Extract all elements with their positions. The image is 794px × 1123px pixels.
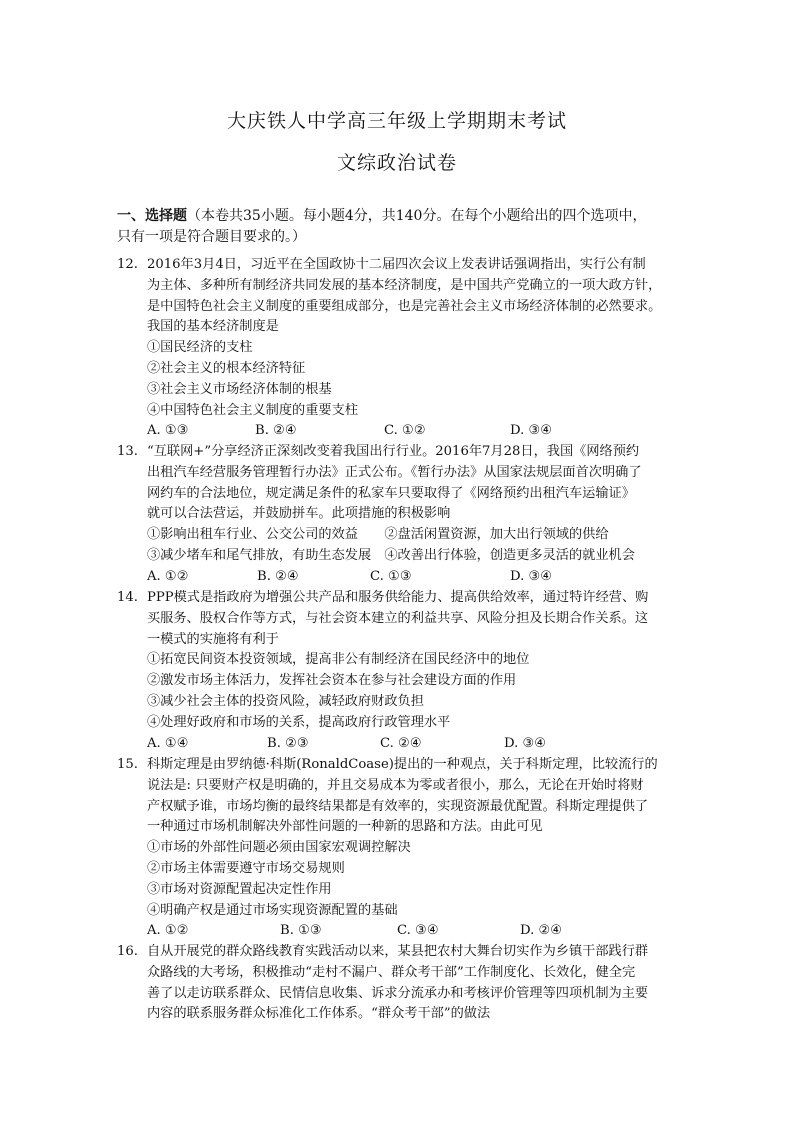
answer-item: ①影响出租车行业、公交公司的效益 ②盘活闲置资源，加大出行领域的供给 [147, 527, 609, 543]
question-14 [117, 588, 687, 754]
exam-subtitle: 文综政治试卷 [336, 152, 457, 174]
question-13 [117, 442, 687, 588]
option-row [117, 421, 687, 442]
option-a: A. ①② [147, 568, 189, 584]
section-desc-line2: 只有一项是符合题目要求的。） [117, 229, 306, 245]
option-b: B. ②③ [267, 735, 309, 751]
option-d: D. ③④ [510, 423, 553, 439]
answer-item: ③社会主义市场经济体制的根基 [147, 381, 332, 397]
stem-line: “互联网+”分享经济正深刻改变着我国出行行业。2016年7月28日，我国《网络预约 [147, 444, 640, 459]
section-desc-line1: （本卷共35小题。每小题4分，共140分。在每个小题给出的四个选项中， [187, 208, 647, 224]
answer-item: ①拓宽民间资本投资领域，提高非公有制经济在国民经济中的地位 [147, 652, 530, 668]
stem-line: 网约车的合法地位，规定满足条件的私家车只要取得了《网络预约出租汽车运输证》 [147, 485, 635, 501]
question-16 [117, 942, 687, 1025]
option-row [117, 567, 687, 588]
exam-title: 大庆铁人中学高三年级上学期期末考试 [226, 110, 567, 132]
stem-line: 说法是: 只要财产权是明确的，并且交易成本为零或者很小，那么，无论在开始时将财 [147, 777, 644, 793]
answer-item: ②市场主体需要遵守市场交易规则 [147, 860, 345, 876]
option-c: C. ①③ [370, 568, 412, 584]
option-row [117, 921, 687, 942]
option-a: A. ①② [147, 923, 189, 939]
option-row [117, 734, 687, 755]
stem-line: 出租汽车经营服务管理暂行办法》正式公布。《暂行办法》从国家法规层面首次明确了 [147, 464, 642, 480]
option-c: C. ③④ [397, 923, 439, 939]
question-number: 14. [117, 590, 138, 605]
option-b: B. ①③ [280, 923, 322, 939]
question-number: 12. [117, 257, 138, 272]
stem-line: 内容的联系服务群众标准化工作体系。“群众考干部”的做法 [147, 1006, 491, 1022]
option-a: A. ①④ [147, 735, 189, 751]
question-12 [117, 255, 687, 442]
option-b: B. ②④ [257, 568, 299, 584]
stem-line: 我国的基本经济制度是 [147, 319, 279, 335]
question-15 [117, 755, 687, 942]
answer-item: ③减少社会主体的投资风险，减轻政府财政负担 [147, 693, 424, 709]
option-c: C. ①② [384, 423, 426, 439]
stem-line: 众路线的大考场，积极推动“走村不漏户、群众考干部”工作制度化、长效化，健全完 [147, 964, 636, 980]
question-number: 16. [117, 944, 138, 959]
stem-line: 科斯定理是由罗纳德·科斯(RonaldCoase)提出的一种观点，关于科斯定理，比较流行的 [147, 757, 658, 772]
answer-item: ④明确产权是通过市场实现资源配置的基础 [147, 902, 398, 918]
answer-item: ②激发市场主体活力，发挥社会资本在参与社会建设方面的作用 [147, 673, 517, 689]
answer-item: ③减少堵车和尾气排放，有助生态发展 ④改善出行体验，创造更多灵活的就业机会 [147, 547, 635, 563]
stem-line: 一种通过市场机制解决外部性问题的一种新的思路和方法。由此可见 [147, 819, 543, 835]
answer-item: ①国民经济的支柱 [147, 340, 253, 356]
stem-line: 善了以走访联系群众、民情信息收集、诉求分流承办和考核评价管理等四项机制为主要 [147, 985, 649, 1001]
option-b: B. ②④ [255, 423, 297, 439]
stem-line: 产权赋予谁，市场均衡的最终结果都是有效率的，实现资源最优配置。科斯定理提供了 [147, 798, 649, 814]
section-header [117, 206, 697, 248]
question-number: 13. [117, 444, 138, 459]
option-c: C. ②④ [380, 735, 422, 751]
stem-line: 自从开展党的群众路线教育实践活动以来，某县把农村大舞台切实作为乡镇干部践行群 [147, 944, 649, 959]
stem-line: PPP模式是指政府为增强公共产品和服务供给能力、提高供给效率，通过特许经营、购 [147, 590, 649, 605]
stem-line: 买服务、股权合作等方式，与社会资本建立的利益共享、风险分担及长期合作关系。这 [147, 610, 649, 626]
answer-item: ①市场的外部性问题必须由国家宏观调控解决 [147, 840, 411, 856]
stem-line: 是中国特色社会主义制度的重要组成部分，也是完善社会主义市场经济体制的必然要求。 [147, 298, 662, 314]
answer-item: ④中国特色社会主义制度的重要支柱 [147, 402, 358, 418]
answer-item: ④处理好政府和市场的关系，提高政府行政管理水平 [147, 714, 451, 730]
answer-item: ②社会主义的根本经济特征 [147, 360, 306, 376]
option-d: D. ③④ [510, 568, 553, 584]
answer-item: ③市场对资源配置起决定性作用 [147, 881, 332, 897]
section-heading: 一、选择题 [117, 208, 187, 224]
option-a: A. ①③ [147, 423, 189, 439]
stem-line: 就可以合法营运，并鼓励拼车。此项措施的积极影响 [147, 506, 451, 522]
option-d: D. ②④ [520, 923, 563, 939]
question-number: 15. [117, 757, 138, 772]
stem-line: 2016年3月4日，习近平在全国政协十二届四次会议上发表讲话强调指出，实行公有制 [147, 257, 646, 272]
option-d: D. ③④ [504, 735, 547, 751]
stem-line: 一模式的实施将有利于 [147, 631, 279, 647]
stem-line: 为主体、多种所有制经济共同发展的基本经济制度，是中国共产党确立的一项大政方针， [147, 277, 662, 293]
